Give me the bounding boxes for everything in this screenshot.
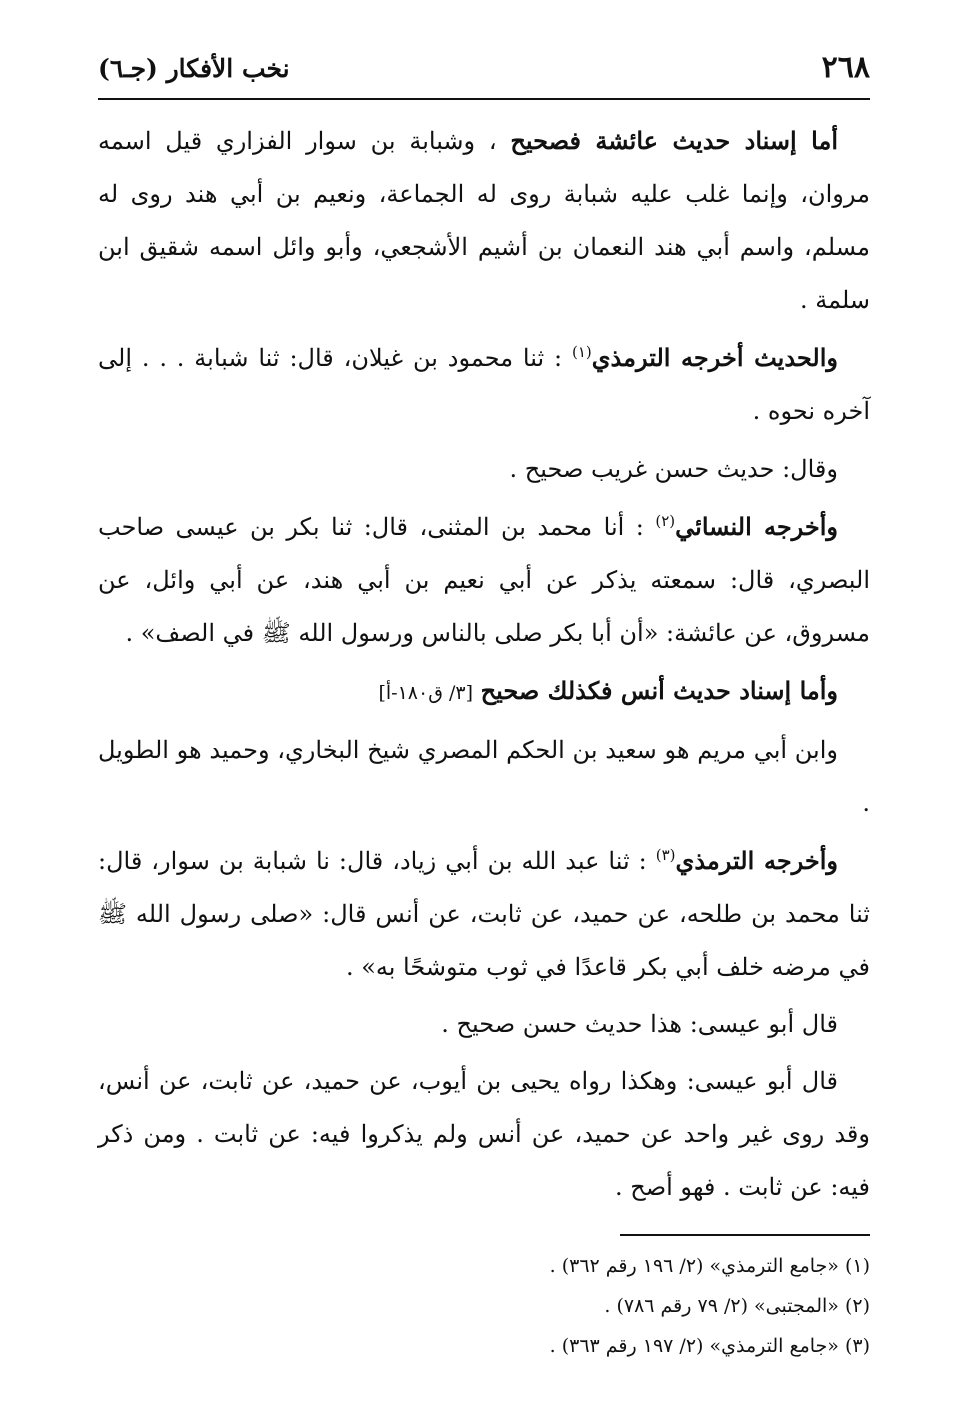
paragraph-tirmidhi-1 bbox=[98, 331, 870, 438]
running-title: نخب الأفكار (جـ٦) bbox=[98, 54, 290, 83]
paragraph-heading: أما إسناد حديث عائشة فصحيح bbox=[510, 126, 838, 155]
paragraph-heading: وأخرجه الترمذي bbox=[675, 846, 838, 875]
paragraph-abu-isa-2 bbox=[98, 1055, 870, 1214]
paragraph-tirmidhi-2 bbox=[98, 834, 870, 994]
footnote-marker: (٣) bbox=[655, 846, 676, 864]
paragraph-isnad-aisha bbox=[98, 114, 870, 327]
paragraph-tirmidhi-grade bbox=[98, 442, 870, 496]
footnote-3: (٣) «جامع الترمذي» (٢/ ١٩٧ رقم ٣٦٣) . bbox=[549, 1335, 870, 1357]
footnote-marker: (١) bbox=[571, 343, 592, 361]
paragraph-isnad-anas bbox=[98, 664, 870, 720]
footnotes bbox=[98, 1246, 870, 1366]
paragraph-text: : ثنا عبد الله بن أبي زياد، قال: نا شبابة بن سوار، قال: ثنا محمد بن طلحه، عن حميد، عن ثابت، عن أنس قال: «صلى رسول الله ﷺ في مرضه خلف أبي بكر قاعدًا في ثوب متوشحًا به» . bbox=[98, 847, 870, 981]
paragraph-text: قال أبو عيسى: هذا حديث حسن صحيح . bbox=[441, 1010, 838, 1038]
paragraph-nasai bbox=[98, 500, 870, 660]
manuscript-reference: [٣/ ق١٨٠-أ] bbox=[378, 682, 474, 704]
paragraph-text: وابن أبي مريم هو سعيد بن الحكم المصري شيخ البخاري، وحميد هو الطويل . bbox=[98, 736, 870, 817]
footnote-marker: (٢) bbox=[655, 512, 676, 530]
paragraph-text: : أنا محمد بن المثنى، قال: ثنا بكر بن عيسى صاحب البصري، قال: سمعته يذكر عن أبي نعيم بن أبي هند، عن أبي وائل، عن مسروق، عن عائشة: «أن أبا بكر صلى بالناس ورسول الله ﷺ في الصف» . bbox=[98, 513, 870, 647]
paragraph-abu-isa-1 bbox=[98, 998, 870, 1051]
main-text bbox=[98, 114, 870, 1214]
paragraph-text: ، وشبابة بن سوار الفزاري قيل اسمه مروان، وإنما غلب عليه شبابة روى له الجماعة، ونعيم بن أبي هند روى له مسلم، واسم أبي هند النعمان بن أشيم الأشجعي، وأبو وائل اسمه شقيق ابن سلمة . bbox=[98, 127, 870, 314]
page-number: ٢٦٨ bbox=[821, 50, 870, 85]
page-header bbox=[98, 50, 870, 100]
paragraph-text: : ثنا محمود بن غيلان، قال: ثنا شبابة . . . إلى آخره نحوه . bbox=[98, 344, 870, 425]
book-page bbox=[98, 50, 870, 1366]
paragraph-heading: وأخرجه النسائي bbox=[675, 512, 838, 541]
footnote-1: (١) «جامع الترمذي» (٢/ ١٩٦ رقم ٣٦٢) . bbox=[549, 1255, 870, 1277]
footnote-separator bbox=[620, 1234, 870, 1236]
paragraph-heading: وأما إسناد حديث أنس فكذلك صحيح bbox=[480, 676, 838, 705]
paragraph-heading: والحديث أخرجه الترمذي bbox=[591, 343, 838, 372]
footnote-2: (٢) «المجتبى» (٢/ ٧٩ رقم ٧٨٦) . bbox=[604, 1295, 870, 1317]
paragraph-text: قال أبو عيسى: وهكذا رواه يحيى بن أيوب، عن حميد، عن ثابت، عن أنس، وقد روى غير واحد عن حميد، عن أنس ولم يذكروا فيه: عن ثابت . ومن ذكر فيه: عن ثابت . فهو أصح . bbox=[98, 1067, 870, 1201]
paragraph-text: وقال: حديث حسن غريب صحيح . bbox=[509, 455, 838, 483]
paragraph-ibn-abi-maryam bbox=[98, 724, 870, 830]
